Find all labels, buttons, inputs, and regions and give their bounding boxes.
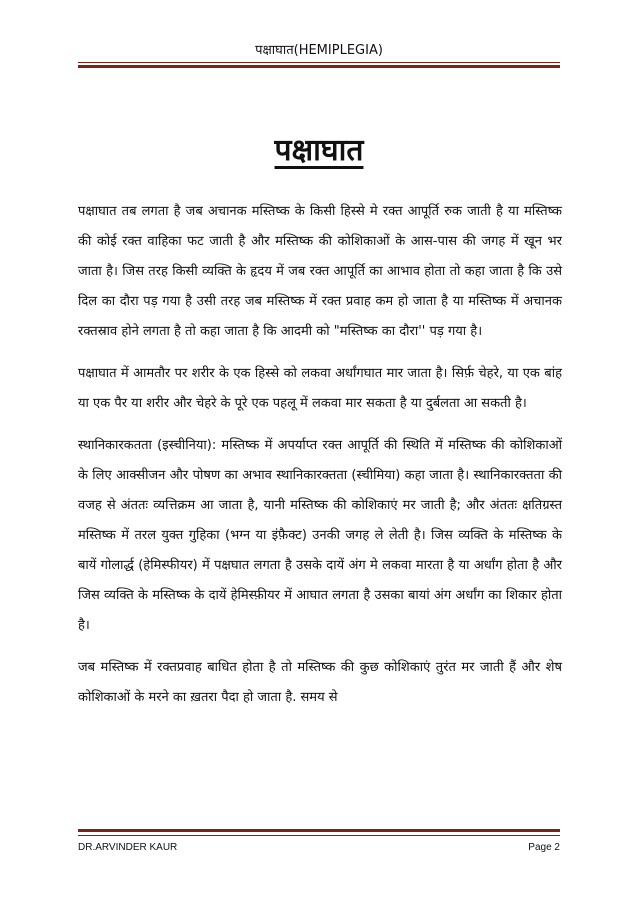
paragraph-3: स्थानिकारकतता (इस्चीनिया): मस्तिष्क में अपर्याप्त रक्त आपूर्ति की स्थिति में मस्तिष्क की कोशिकाओं के लिए आक्सीजन और पोषण का अभाव स्थानिकारक्तता (स्चीमिया) कहा जाता है। स्थानिकारक्तता की वजह से अंततः व्यत्तिक्रम आ जाता है, यानी मस्तिष्क की कोशिकाएं मर जाती है; और अंततः क्षतिग्रस्त मस्तिष्क में तरल युक्त गुहिका (भग्न या इंफ़ैक्ट) उनकी जगह ले लेती है। जिस व्यक्ति के मस्तिष्क के बायें गोलार्द्ध (हेमिस्फीयर) में पक्षघात लगता है उसके दायें अंग मे लकवा मारता है या अर्धांग होता है और जिस व्यक्ति के मस्तिष्क के दायें हेमिस्फ़ीयर में आघात लगता है उसका बायां अंग अर्धांग का शिकार होता है। (78, 438, 562, 633)
body-text (78, 197, 562, 713)
footer-rule-thick (78, 829, 560, 832)
paragraph-4: जब मस्तिष्क में रक्तप्रवाह बाधित होता है तो मस्तिष्क की कुछ कोशिकाएं तुरंत मर जाती हैं और शेष कोशिकाओं के मरने का ख़तरा पैदा हो जाता है. समय से (78, 660, 562, 705)
footer-rule-thin (78, 835, 560, 836)
page-number: Page 2 (528, 842, 560, 853)
paragraph-1: पक्षाघात तब लगता है जब अचानक मस्तिष्क के किसी हिस्से मे रक्त आपूर्ति रुक जाती है या मस्तिष्क की कोई रक्त वाहिका फट जाती है और मस्तिष्क की कोशिकाओं के आस-पास की जगह में खून भर जाता है। जिस तरह किसी व्यक्ति के हृदय में जब रक्त आपूर्ति का आभाव होता तो कहा जाता है कि उसे दिल का दौरा पड़ गया है उसी तरह जब मस्तिष्क में रक्त प्रवाह कम हो जाता है या मस्तिष्क में अचानक रक्तस्राव होने लगता है तो कहा जाता है कि आदमी को "मस्तिष्क का दौरा'' पड़ गया है। (78, 204, 562, 339)
header-rule-thin (78, 62, 560, 63)
paragraph-2: पक्षाघात में आमतौर पर शरीर के एक हिस्से को लकवा अर्धांगघात मार जाता है। सिर्फ़ चेहरे, या एक बांह या एक पैर या शरीर और चेहरे के पूरे एक पहलू में लकवा मार सकता है या दुर्बलता आ सकती है। (78, 366, 562, 411)
header-rule-thick (78, 65, 560, 68)
page-title: पक्षाघात (274, 133, 364, 168)
footer-author: DR.ARVINDER KAUR (78, 842, 178, 853)
running-header: पक्षाघात(HEMIPLEGIA) (255, 43, 383, 58)
